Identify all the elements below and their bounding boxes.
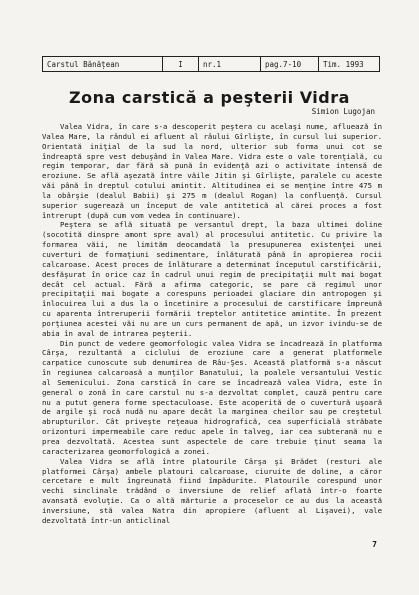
journal-pages: pag.7-10 [261, 57, 319, 71]
journal-name: Carstul Bănățean [43, 57, 163, 71]
journal-header [42, 56, 380, 72]
journal-place-year: Tim. 1993 [323, 59, 364, 69]
paragraph: Peştera se află situată pe versantul drept, la baza ultimei doline (socotită dinspre amont spre aval) al procesului antitetic. Cu privire la formarea văii, ne limităm deocamdată la presupunerea existenţei unei cuverturi de formaţiuni sedimentare, înlăturată până în apropierea rocii calcaroase. Acest proces de înlăturare a determinat începutul carstificării, desfăşurat în orice caz în cadrul unui regim de precipitaţii mult mai bogat decât cel actual. Fără a afirma categoric, se pare că regimul unor precipitaţii mai bogate a corespuns perioadei glaciare din antropogen şi înlocuirea lui a dus la o încetinire a procesului de carstificare împreună cu aparenta întreruperii formării treptelor antitetice amintite. În prezent porţiunea acestei văi nu are un curs permanent de apă, un izvor ivindu-se de abia în aval de intrarea peşterii. [42, 220, 382, 338]
article-title: Zona carstică a peşterii Vidra [69, 88, 350, 107]
journal-number: nr.1 [199, 57, 261, 71]
article-body [42, 122, 382, 526]
paragraph: Valea Vidra se află între platourile Cârşa şi Brădet (resturi ale platformei Cârşa) ambele platouri calcaroase, ciuruite de doline, a căror cercetare e mult îngreunată fiind împădurite. Platourile corespund unor vechi sinclinale trădând o inversiune de relief aflată într-o foarte avansată evoluţie. Ca o altă mărturie a proceselor ce au dus la această inversiune, stă valea Natra din apropiere (afluent al Lişavei), vale dezvoltată într-un anticlinal [42, 456, 382, 525]
article-author: Simion Lugojan [311, 107, 375, 116]
journal-volume: I [163, 57, 199, 71]
page-number: 7 [372, 540, 377, 549]
paragraph: Valea Vidra, în care s-a descoperit peştera cu acelaşi nume, afluează în Valea Mare, la rândul ei afluent al râului Gîrlişte, în cursul lui superior. Orientată iniţial de la sud la nord, ulterior sub forma unui cot se îndreaptă spre vest debuşând în Valea Mare. Vidra este o vale torenţială, cu regim temporar, dar fără să pună în evidenţă azi o activitate intensă de eroziune. Se află aşezată între văile Jitin şi Gîrlişte, paralele cu aceste văi până în dreptul cotului amintit. Altitudinea ei se menţine între 475 m la obârşie (dealul Babii) şi 275 m (dealul Rogan) la confluenţă. Cursul superior sugerează un început de vale antitetică al cărei proces a fost întrerupt (după cum vom vedea în continuare). [42, 122, 382, 220]
paragraph: Din punct de vedere geomorfologic valea Vidra se încadrează în platforma Cârşa, rezultantă a ciclului de eroziune care a generat platformele carpatice cunoscute sub denumirea de Râu-Şes. Această platformă s-a născut în regiunea calcaroasă a munţilor Banatului, la poalele versantului Vestic al Semenicului. Zona carstică în care se încadrează valea Vidra, este în general o zonă în care carstul nu s-a dezvoltat complet, cauză pentru care nu a putut genera forme spectaculoase. Este acoperită de o cuvertură uşoară de argile şi rocă nudă nu apare decât la marginea cheilor sau pe creştetul abrupturilor. Cât priveşte reţeaua hidrografică, cea superficială străbate orizonturi impermeabile care reduc apele în talveg, iar cea subterană nu e prea dezvoltată. Acestea sunt aspectele de care trebuie ţinut seama la caracterizarea geomorfologică a zonei. [42, 338, 382, 456]
